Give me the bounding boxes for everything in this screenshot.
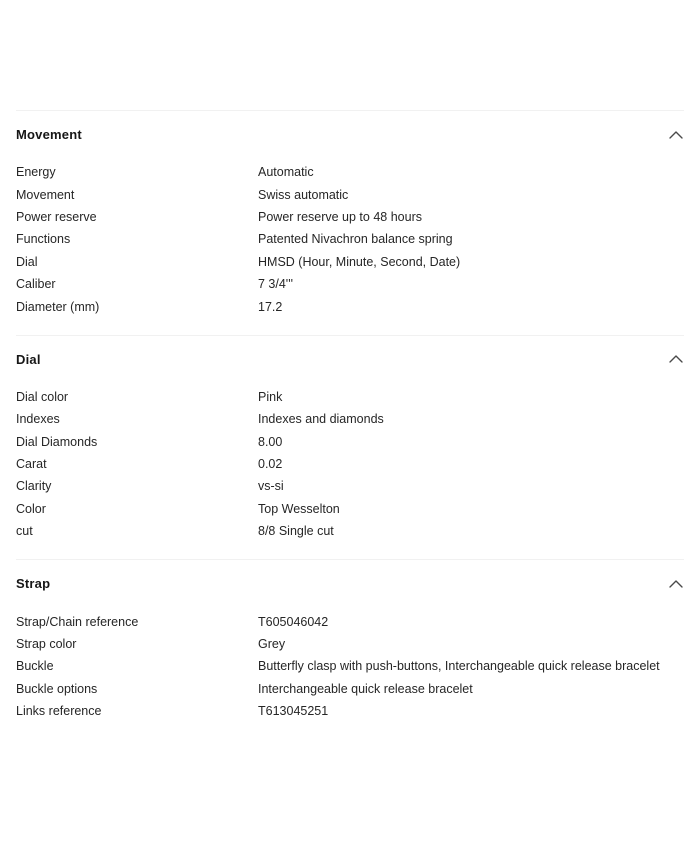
- spec-value: T605046042: [258, 614, 329, 629]
- spec-row: [16, 655, 684, 677]
- spec-value: 17.2: [258, 299, 283, 314]
- section-header[interactable]: [16, 111, 684, 158]
- spec-label: Dial Diamonds: [16, 434, 98, 449]
- spec-value: HMSD (Hour, Minute, Second, Date): [258, 254, 461, 269]
- spec-row: [16, 295, 684, 317]
- spec-value: Indexes and diamonds: [258, 412, 384, 427]
- spec-row: [16, 386, 684, 408]
- spec-row: [16, 183, 684, 205]
- spec-row: [16, 700, 684, 722]
- spec-row: [16, 161, 684, 183]
- spec-label: Dial: [16, 254, 38, 269]
- chevron-up-icon[interactable]: [668, 576, 684, 592]
- spec-row: [16, 610, 684, 632]
- spec-section: [16, 335, 684, 560]
- spec-value: T613045251: [258, 704, 329, 719]
- spec-label: Color: [16, 501, 46, 516]
- specifications-accordion: [16, 110, 684, 739]
- spec-label: Power reserve: [16, 209, 97, 224]
- spec-value: Top Wesselton: [258, 501, 340, 516]
- spec-label: Carat: [16, 457, 47, 472]
- spec-row: [16, 475, 684, 497]
- spec-value: Power reserve up to 48 hours: [258, 209, 422, 224]
- spec-value: Butterfly clasp with push-buttons, Interchangeable quick release bracelet: [258, 659, 660, 674]
- spec-label: Clarity: [16, 479, 52, 494]
- spec-row: [16, 520, 684, 542]
- spec-section: [16, 110, 684, 335]
- section-title: Strap: [16, 576, 51, 592]
- section-title: Movement: [16, 127, 82, 142]
- spec-label: Functions: [16, 232, 71, 247]
- spec-label: Buckle options: [16, 681, 98, 696]
- chevron-up-icon[interactable]: [668, 351, 684, 367]
- spec-row: [16, 228, 684, 250]
- spec-label: cut: [16, 524, 33, 539]
- spec-value: 8/8 Single cut: [258, 524, 334, 539]
- spec-row: [16, 206, 684, 228]
- spec-label: Diameter (mm): [16, 299, 100, 314]
- spec-value: Interchangeable quick release bracelet: [258, 681, 473, 696]
- spec-rows: [16, 158, 684, 318]
- spec-row: [16, 633, 684, 655]
- section-title: Dial: [16, 351, 41, 367]
- section-header[interactable]: [16, 560, 684, 607]
- spec-value: 7 3/4''': [258, 277, 293, 292]
- spec-label: Links reference: [16, 704, 102, 719]
- spec-row: [16, 273, 684, 295]
- spec-value: Swiss automatic: [258, 187, 349, 202]
- spec-row: [16, 251, 684, 273]
- spec-value: 8.00: [258, 434, 283, 449]
- spec-rows: [16, 383, 684, 543]
- spec-row: [16, 498, 684, 520]
- chevron-up-icon[interactable]: [668, 127, 684, 143]
- spec-value: Patented Nivachron balance spring: [258, 232, 453, 247]
- spec-row: [16, 431, 684, 453]
- spec-row: [16, 678, 684, 700]
- spec-label: Energy: [16, 165, 56, 180]
- spec-label: Strap/Chain reference: [16, 614, 139, 629]
- spec-label: Buckle: [16, 659, 54, 674]
- spec-section: [16, 559, 684, 739]
- spec-row: [16, 453, 684, 475]
- spec-value: Grey: [258, 637, 286, 652]
- spec-value: Automatic: [258, 165, 314, 180]
- product-spec-page: [0, 110, 700, 739]
- spec-label: Strap color: [16, 637, 77, 652]
- spec-label: Dial color: [16, 389, 69, 404]
- section-header[interactable]: [16, 336, 684, 383]
- spec-value: Pink: [258, 389, 283, 404]
- spec-value: 0.02: [258, 457, 283, 472]
- spec-label: Movement: [16, 187, 75, 202]
- spec-label: Indexes: [16, 412, 60, 427]
- spec-value: vs-si: [258, 479, 284, 494]
- spec-row: [16, 408, 684, 430]
- spec-rows: [16, 607, 684, 722]
- spec-label: Caliber: [16, 277, 56, 292]
